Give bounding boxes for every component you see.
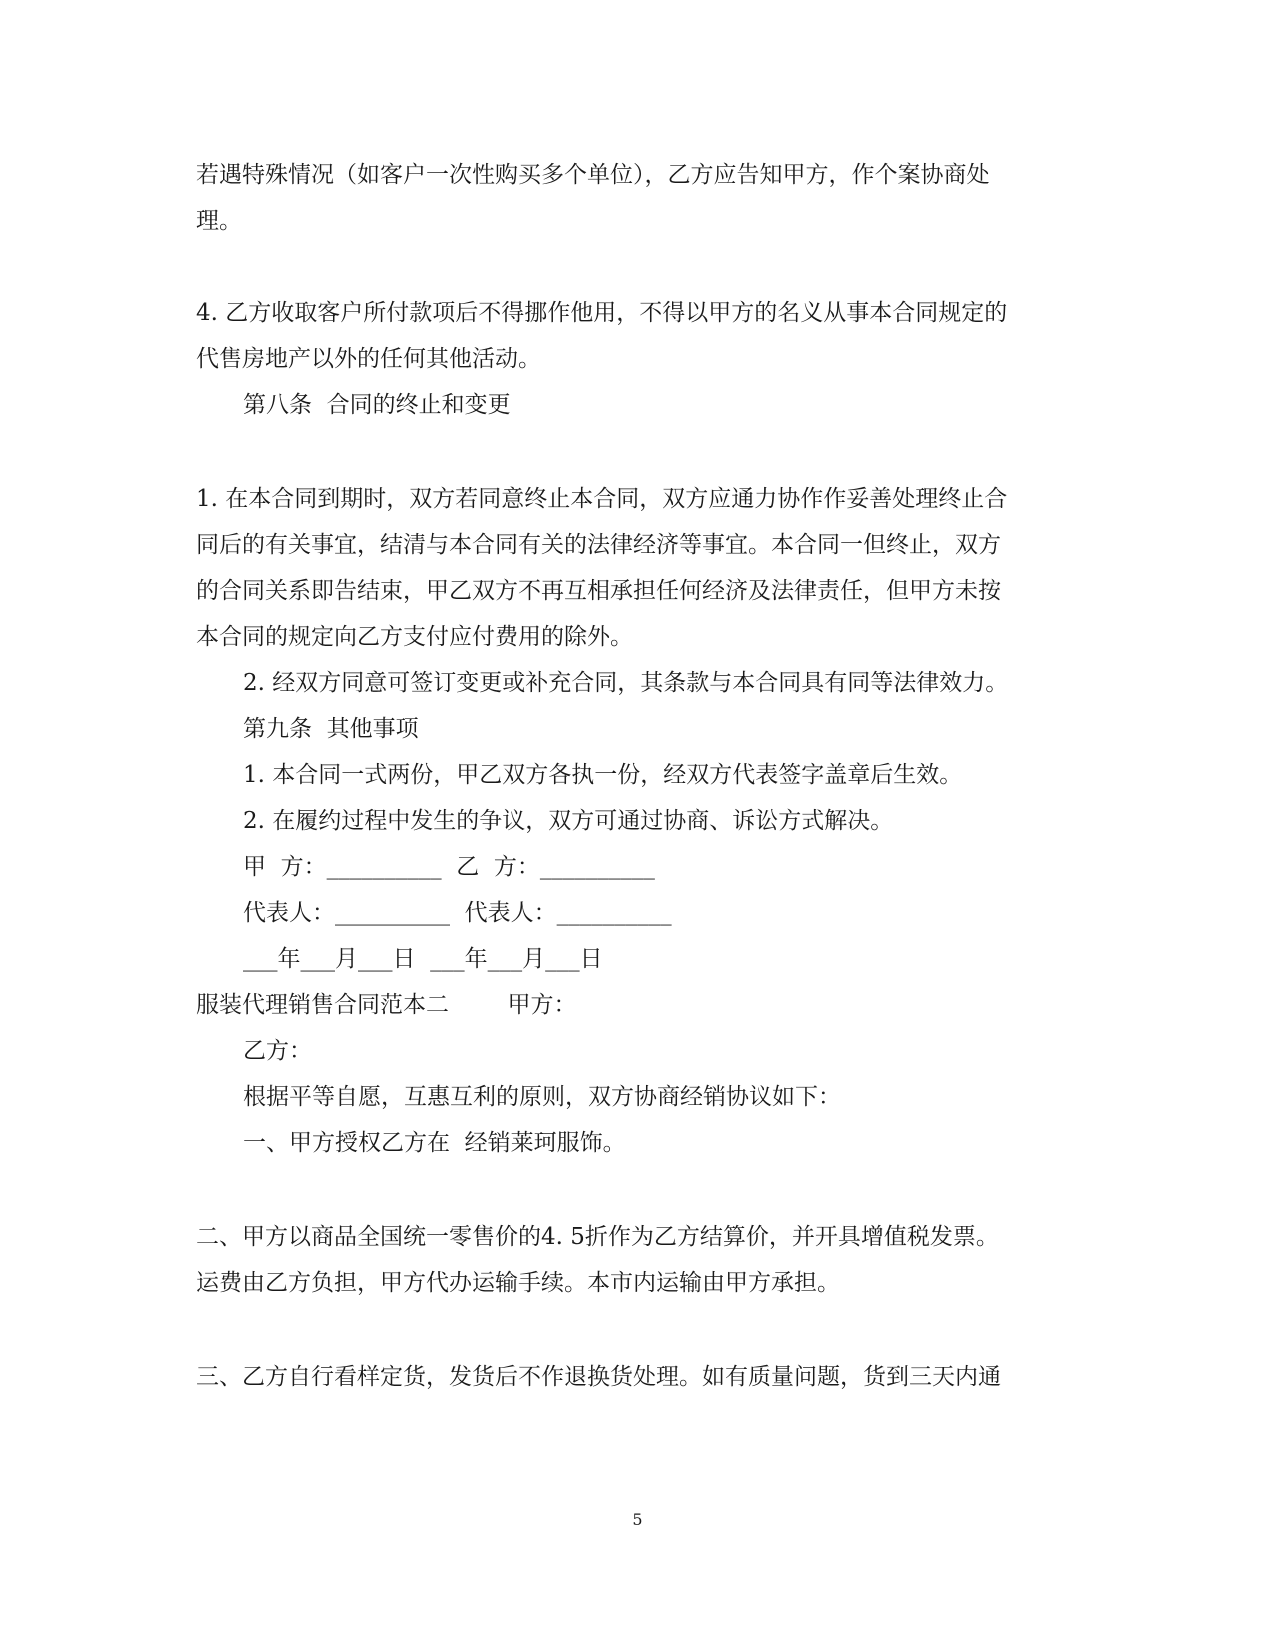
text-line: 2. 经双方同意可签订变更或补充合同，其条款与本合同具有同等法律效力。	[243, 670, 1009, 696]
text-line: 本合同的规定向乙方支付应付费用的除外。	[196, 624, 633, 650]
contract-title: 服装代理销售合同范本二 甲方：	[196, 992, 577, 1018]
section-heading-article-8: 第八条 合同的终止和变更	[243, 392, 511, 418]
text-line: 根据平等自愿，互惠互利的原则，双方协商经销协议如下：	[243, 1084, 841, 1110]
text-line: 1. 本合同一式两份，甲乙双方各执一份，经双方代表签字盖章后生效。	[243, 762, 963, 788]
text-line: 乙方：	[243, 1038, 312, 1064]
signature-party-line: 甲 方：__________ 乙 方：__________	[243, 854, 655, 880]
page-number: 5	[632, 1510, 643, 1529]
section-heading-article-9: 第九条 其他事项	[243, 716, 419, 742]
text-line: 运费由乙方负担，甲方代办运输手续。本市内运输由甲方承担。	[196, 1270, 840, 1296]
signature-date-line: ___年___月___日 ___年___月___日	[243, 946, 603, 972]
text-line: 若遇特殊情况（如客户一次性购买多个单位），乙方应告知甲方，作个案协商处	[196, 162, 990, 188]
text-line: 三、乙方自行看样定货，发货后不作退换货处理。如有质量问题，货到三天内通	[196, 1364, 1001, 1390]
signature-representative-line: 代表人：__________ 代表人：__________	[243, 900, 672, 926]
text-line: 二、甲方以商品全国统一零售价的4. 5折作为乙方结算价，并开具增值税发票。	[196, 1224, 999, 1250]
text-line: 一、甲方授权乙方在 经销莱珂服饰。	[243, 1130, 626, 1156]
text-line: 代售房地产以外的任何其他活动。	[196, 346, 541, 372]
text-line: 的合同关系即告结束，甲乙双方不再互相承担任何经济及法律责任，但甲方未按	[196, 578, 1001, 604]
text-line: 2. 在履约过程中发生的争议，双方可通过协商、诉讼方式解决。	[243, 808, 894, 834]
text-line: 4. 乙方收取客户所付款项后不得挪作他用，不得以甲方的名义从事本合同规定的	[196, 300, 1008, 326]
text-line: 理。	[196, 208, 242, 234]
text-line: 同后的有关事宜，结清与本合同有关的法律经济等事宜。本合同一但终止，双方	[196, 532, 1001, 558]
text-line: 1. 在本合同到期时，双方若同意终止本合同，双方应通力协作作妥善处理终止合	[196, 486, 1008, 512]
